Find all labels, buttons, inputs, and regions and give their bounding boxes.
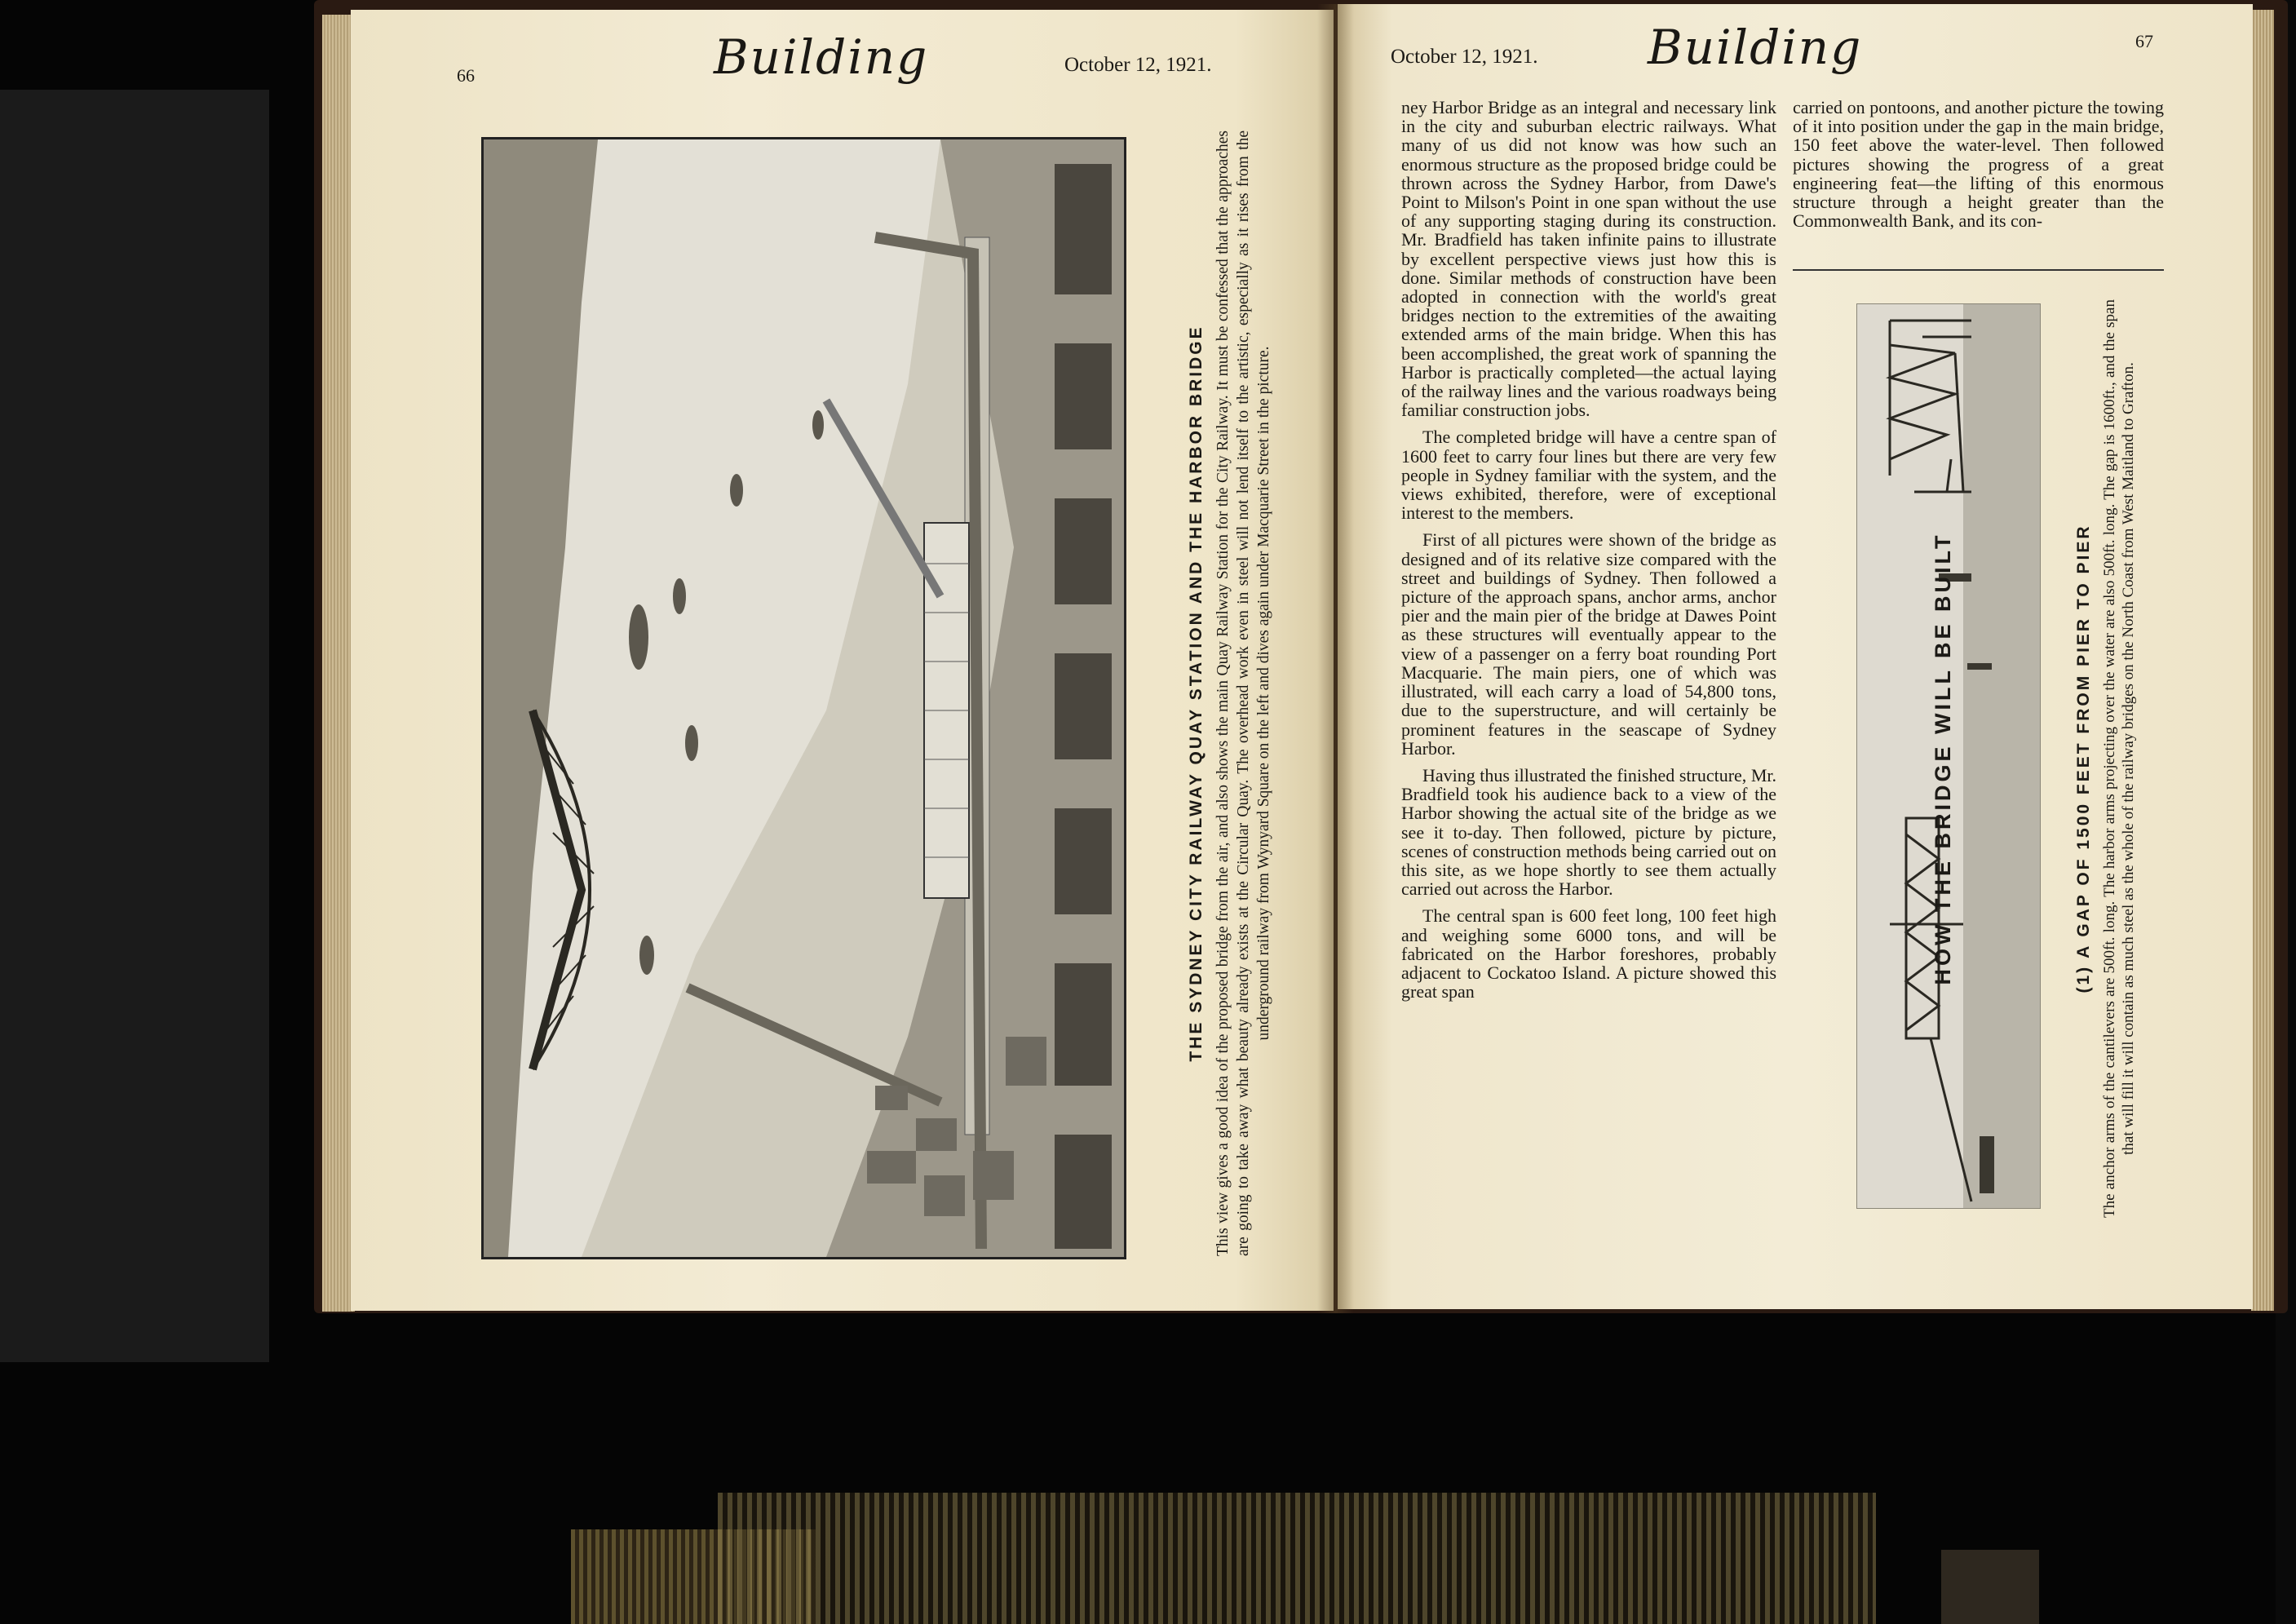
- caption-body: This view gives a good idea of the proposed bridge from the air, and also shows the main Quay Railway Station for the City Railway. It must be confessed that the approaches are going to take away what beauty already exists at the Circular Quay. The overhead work even in steel will not lend itself to the artistic, especially as it rises from the underground railway from Wynyard Square on the left and dives again under Macquarie Street in the picture.: [1214, 131, 1272, 1256]
- column-divider-rule: [1793, 269, 2164, 271]
- page-number: 67: [2135, 31, 2153, 51]
- paragraph: First of all pictures were shown of the bridge as designed and of its relative size compared with the street and buildings of Sydney. Then followed a picture of the approach spans, anchor arms, anchor pier and the main pier of the bridge at Dawes Point as these structures will eventually appear to the view of a passenger on a ferry boat rounding Port Macquarie. The main piers, one of which was illustrated, will each carry a load of 54,800 tons, due to the superstructure, and will certainly be prominent features in the seascape of Sydney Harbor.: [1401, 529, 1776, 759]
- article-column-2: [1793, 98, 2164, 238]
- paragraph: Having thus illustrated the finished structure, Mr. Bradfield took his audience back to a view of the Harbor showing the actual site of the bridge as we see it to-day. Then followed, picture by picture, scenes of construction methods being carried out on this site, as we hope shortly to see them actually carried out across the Harbor.: [1401, 764, 1776, 900]
- issue-date: October 12, 1921.: [1391, 46, 1538, 68]
- paragraph: ney Harbor Bridge as an integral and necessary link in the city and suburban electric railways. What many of us did not know was how such an enormous structure as the proposed bridge could be thrown across the Sydney Harbor, from Dawe's Point to Milson's Point in one span without the use of any supporting staging during its construction. Mr. Bradfield has taken infinite pains to illustrate by excellent perspective views just how this is done. Similar methods of construction have been adopted in connection with the world's great bridges nection to the extremities of the awaiting extended arms of the main bridge. When this has been accomplished, the great work of spanning the Harbor is practically completed—the actual laying of the railway lines and the various roadways being familiar construction jobs.: [1401, 97, 1776, 421]
- masthead-logo: Building: [1648, 20, 1863, 75]
- caption-heading: HOW THE BRIDGE WILL BE BUILT: [1931, 532, 1955, 985]
- harbor-illustration: [484, 139, 1124, 1257]
- page-edges-right: [2251, 10, 2274, 1311]
- scanner-shadow: [718, 1493, 1876, 1624]
- caption-body: The anchor arms of the cantilevers are 500ft. long. The harbor arms projecting over the water are also 500ft. long. The gap is 1600ft., and the span that will fill it will contain as much steel as the whole of the railway bridges on the North Coast from West Maitland to Grafton.: [2101, 299, 2137, 1218]
- aerial-illustration-photo: [481, 137, 1126, 1259]
- masthead-logo: Building: [714, 29, 929, 85]
- paragraph: The completed bridge will have a centre span of 1600 feet to carry four lines but there are very few people in Sydney familiar with the system, and the views exhibited, therefore, were of exceptional interest to the members.: [1401, 427, 1776, 524]
- article-column-1: [1401, 98, 1776, 1009]
- paragraph: carried on pontoons, and another picture the towing of it into position under the gap in the main bridge, 150 feet above the water-level. Then followed pictures showing the progress of a great engineering feat—the lifting of this enormous structure through a height greater than the Commonwealth Bank, and its con-: [1793, 97, 2164, 232]
- photo-caption: [1187, 131, 1301, 1256]
- book-gutter: [1317, 4, 1354, 1313]
- photo-caption: [1931, 290, 2135, 1228]
- caption-title: THE SYDNEY CITY RAILWAY QUAY STATION AND THE HARBOR BRIDGE: [1187, 325, 1206, 1062]
- paragraph: The central span is 600 feet long, 100 feet high and weighing some 6000 tons, and will be fabricated on the Harbor foreshores, probably adjacent to Cockatoo Island. A picture showed this great span: [1401, 905, 1776, 1002]
- page-number: 66: [457, 65, 475, 86]
- dark-backdrop-panel: [0, 90, 269, 1362]
- scanner-shadow: [1941, 1550, 2039, 1624]
- issue-date: October 12, 1921.: [1064, 54, 1212, 76]
- page-edges-left: [322, 15, 355, 1312]
- caption-subheading: (1) A GAP OF 1500 FEET FROM PIER TO PIER: [2074, 524, 2093, 993]
